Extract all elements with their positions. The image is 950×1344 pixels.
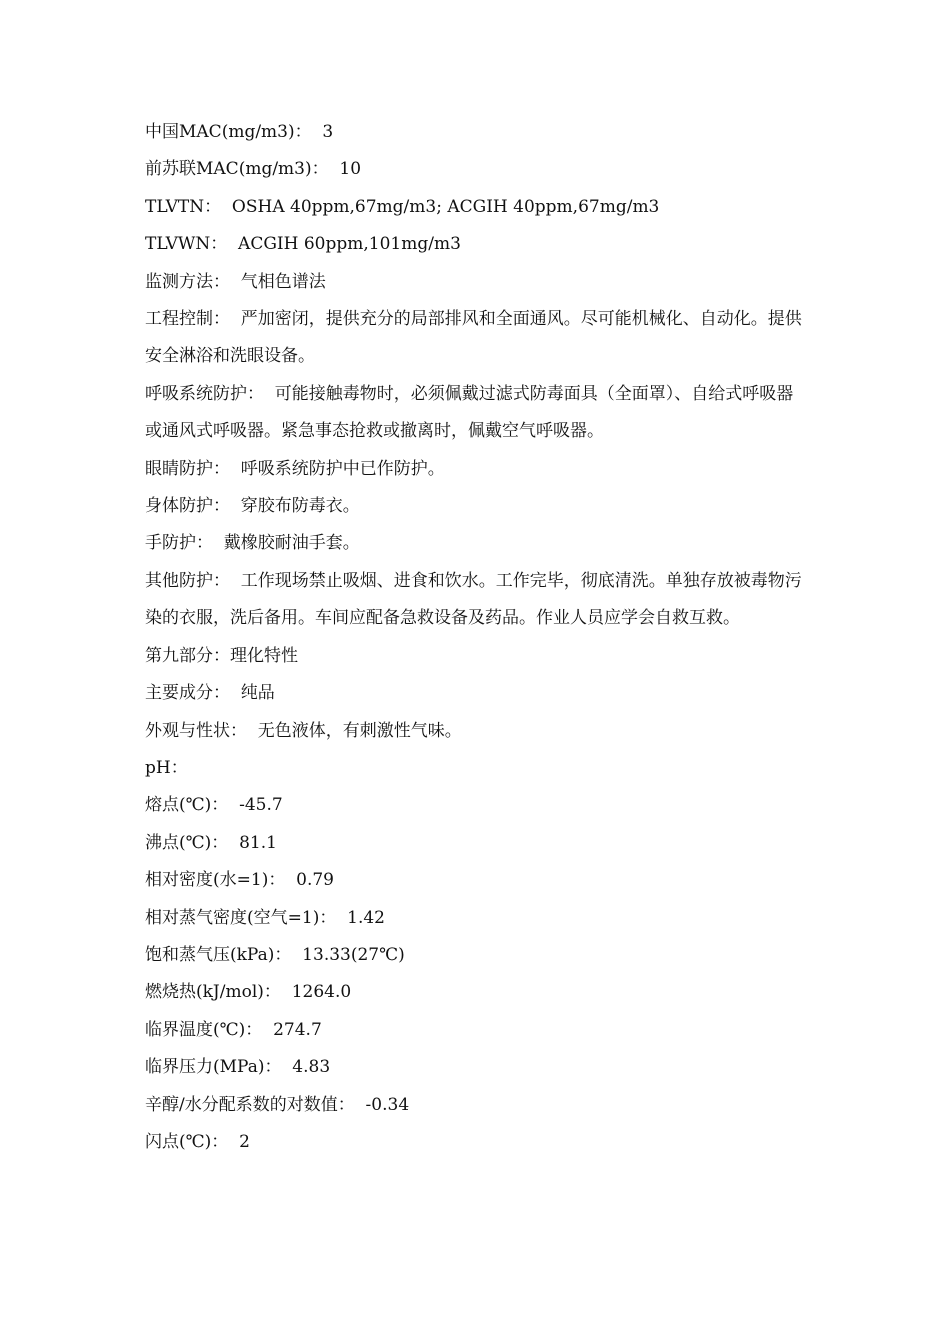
eye-protection-line: 眼睛防护： 呼吸系统防护中已作防护。	[145, 458, 445, 479]
respiratory-protection-paragraph: 呼吸系统防护： 可能接触毒物时，必须佩戴过滤式防毒面具（全面罩）、自给式呼吸器或通风式呼吸器。紧急事态抢救或撤离时，佩戴空气呼吸器。	[145, 383, 794, 442]
vapor-pressure-line: 饱和蒸气压(kPa)： 13.33(27℃)	[145, 944, 405, 965]
combustion-heat-line: 燃烧热(kJ/mol)： 1264.0	[145, 982, 352, 1003]
ussr-mac-line: 前苏联MAC(mg/m3)： 10	[145, 159, 362, 180]
body-protection-line: 身体防护： 穿胶布防毒衣。	[145, 496, 360, 517]
tlvwn-line: TLVWN： ACGIH 60ppm,101mg/m3	[145, 234, 461, 255]
ph-line: pH：	[145, 757, 188, 778]
boiling-point-line: 沸点(℃)： 81.1	[145, 832, 277, 853]
melting-point-line: 熔点(℃)： -45.7	[145, 795, 283, 816]
critical-temperature-line: 临界温度(℃)： 274.7	[145, 1019, 322, 1040]
main-component-line: 主要成分： 纯品	[145, 683, 275, 704]
critical-pressure-line: 临界压力(MPa)： 4.83	[145, 1057, 331, 1078]
other-protection-paragraph: 其他防护： 工作现场禁止吸烟、进食和饮水。工作完毕，彻底清洗。单独存放被毒物污染的衣服，洗后备用。车间应配备急救设备及药品。作业人员应学会自救互救。	[145, 570, 802, 629]
relative-density-line: 相对密度(水=1)： 0.79	[145, 870, 334, 891]
monitoring-method-line: 监测方法： 气相色谱法	[145, 271, 326, 292]
tlvtn-line: TLVTN： OSHA 40ppm,67mg/m3; ACGIH 40ppm,67mg/m3	[145, 196, 660, 217]
china-mac-line: 中国MAC(mg/m3)： 3	[145, 122, 334, 142]
partition-coefficient-line: 辛醇/水分配系数的对数值： -0.34	[145, 1094, 410, 1115]
flash-point-line: 闪点(℃)： 2	[145, 1131, 250, 1152]
vapor-density-line: 相对蒸气密度(空气=1)： 1.42	[145, 907, 385, 928]
appearance-line: 外观与性状： 无色液体，有刺激性气味。	[145, 720, 462, 741]
section-heading: 第九部分：理化特性	[145, 645, 298, 666]
hand-protection-line: 手防护： 戴橡胶耐油手套。	[145, 533, 360, 554]
document-body	[145, 114, 810, 1161]
engineering-control-paragraph: 工程控制： 严加密闭，提供充分的局部排风和全面通风。尽可能机械化、自动化。提供安全淋浴和洗眼设备。	[145, 309, 802, 367]
